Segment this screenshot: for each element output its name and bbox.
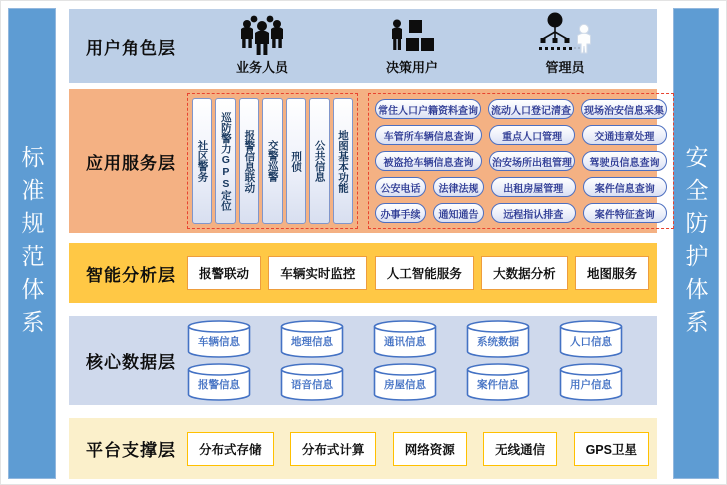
org-chart-icon [536, 12, 594, 56]
layer-app-services [69, 89, 664, 233]
platform-module: 无线通信 [483, 432, 557, 466]
right-rail-security-system [673, 8, 719, 479]
vertical-module: 报警信息联动 [239, 98, 259, 224]
platform-module: 分布式存储 [187, 432, 274, 466]
role-label: 业务人员 [235, 60, 288, 75]
platform-module: GPS卫星 [574, 432, 649, 466]
database-row [187, 363, 623, 401]
vertical-module: 社区警务 [192, 98, 212, 224]
platform-modules-row [187, 432, 657, 466]
layer-core-data [69, 316, 657, 405]
service-pill: 案件特征查询 [583, 203, 668, 223]
pill-row [375, 177, 667, 197]
vertical-module: 交警巡警 [262, 98, 282, 224]
analysis-module: 地图服务 [575, 256, 649, 290]
analysis-modules-row [187, 256, 657, 290]
layer-label-user-roles: 用户角色层 [86, 38, 176, 58]
decision-blocks-icon [389, 19, 435, 56]
database-label: 通讯信息 [384, 336, 426, 348]
database-label: 报警信息 [198, 379, 240, 391]
role-label: 决策用户 [385, 60, 438, 75]
service-pill: 法律法规 [433, 177, 484, 197]
database-cylinder [559, 363, 623, 401]
layer-label-core-data: 核心数据层 [86, 353, 176, 372]
layer-label-analysis: 智能分析层 [86, 265, 176, 285]
database-cylinder [280, 363, 344, 401]
vertical-modules-group [187, 93, 358, 229]
layer-label-app-services: 应用服务层 [86, 153, 176, 173]
vertical-module: 巡防警力GPS定位 [215, 98, 235, 224]
service-pill: 重点人口管理 [489, 125, 574, 145]
analysis-module: 报警联动 [187, 256, 261, 290]
database-grid [187, 320, 657, 401]
service-pill: 车管所车辆信息查询 [375, 125, 482, 145]
database-label: 用户信息 [570, 379, 612, 391]
database-label: 车辆信息 [198, 336, 240, 348]
vertical-module: 公共信息 [309, 98, 329, 224]
left-rail-standards-system [8, 8, 56, 479]
service-pill: 驾驶员信息查询 [582, 151, 667, 171]
vertical-module: 地图基本功能 [333, 98, 353, 224]
database-label: 语音信息 [291, 379, 333, 391]
pill-row [375, 203, 667, 223]
database-label: 地理信息 [291, 336, 333, 348]
analysis-module: 人工智能服务 [375, 256, 474, 290]
service-pill: 流动人口登记清查 [488, 99, 574, 119]
role-administrator [536, 12, 594, 76]
service-pill: 治安场所出租管理 [489, 151, 575, 171]
database-row [187, 320, 623, 358]
database-cylinder [466, 363, 530, 401]
database-cylinder [187, 363, 251, 401]
roles-row [187, 12, 657, 80]
database-cylinder [187, 320, 251, 358]
database-cylinder [559, 320, 623, 358]
layer-platform-support [69, 418, 657, 479]
left-rail-label: 标准规范体系 [18, 144, 45, 343]
service-pill: 通知通告 [433, 203, 484, 223]
service-pill: 被盗抢车辆信息查询 [375, 151, 482, 171]
vertical-module: 刑侦 [286, 98, 306, 224]
service-pill: 远程指认排查 [491, 203, 576, 223]
platform-module: 网络资源 [393, 432, 467, 466]
service-pill: 办事手续 [375, 203, 426, 223]
database-cylinder [373, 320, 437, 358]
service-pill: 交通违章处理 [582, 125, 667, 145]
app-services-content [187, 93, 677, 229]
database-label: 案件信息 [477, 379, 519, 391]
layer-intelligent-analysis [69, 243, 657, 303]
service-pill: 现场治安信息采集 [581, 99, 667, 119]
platform-module: 分布式计算 [290, 432, 377, 466]
pill-row [375, 125, 667, 145]
database-cylinder [466, 320, 530, 358]
layer-label-platform: 平台支撑层 [86, 441, 176, 460]
role-business-staff [236, 14, 288, 76]
service-pill: 常住人口户籍资料查询 [375, 99, 481, 119]
service-pill: 出租房屋管理 [491, 177, 576, 197]
people-group-icon [239, 14, 285, 56]
role-label: 管理员 [545, 60, 585, 75]
pill-row [375, 151, 667, 171]
service-pill: 公安电话 [375, 177, 426, 197]
layer-user-roles [69, 9, 657, 83]
database-label: 房屋信息 [384, 379, 426, 391]
database-label: 系统数据 [477, 336, 519, 348]
database-label: 人口信息 [570, 336, 612, 348]
database-cylinder [373, 363, 437, 401]
service-pill: 案件信息查询 [583, 177, 668, 197]
pill-row [375, 99, 667, 119]
service-pills-group [368, 93, 674, 229]
database-cylinder [280, 320, 344, 358]
analysis-module: 车辆实时监控 [268, 256, 367, 290]
right-rail-label: 安全防护体系 [682, 144, 709, 343]
analysis-module: 大数据分析 [481, 256, 568, 290]
role-decision-user [386, 19, 438, 76]
